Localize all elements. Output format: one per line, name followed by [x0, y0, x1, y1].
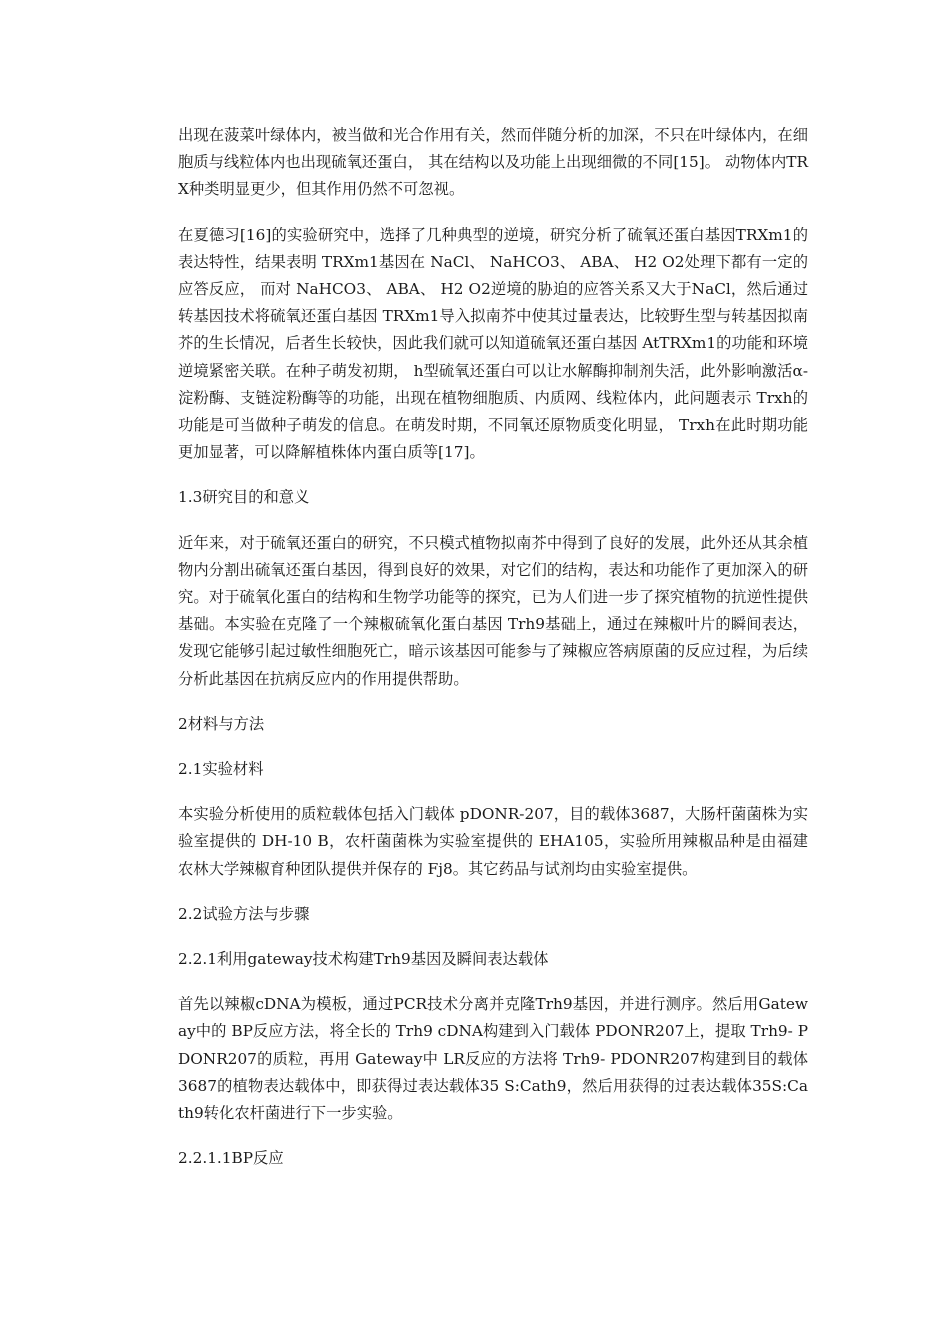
section-heading-2-1: 2.1实验材料: [178, 760, 264, 779]
section-heading-2-2: 2.2试验方法与步骤: [178, 904, 310, 923]
section-heading-1-3: 1.3研究目的和意义: [178, 488, 310, 507]
document-page: [178, 122, 808, 1191]
section-heading-2-2-1: 2.2.1利用gateway技术构建Trh9基因及瞬间表达载体: [178, 950, 549, 969]
paragraph-trxm1-study: 在夏德习[16]的实验研究中，选择了几种典型的逆境，研究分析了硫氧还蛋白基因TRXm1的表达特性，结果表明 TRXm1基因在 NaCl、 NaHCO3、 ABA、 H2 O2处理下都有一定的应答反应， 而对 NaHCO3、 ABA、 H2 O2逆境的胁迫的应答关系又大于NaCl，然后通过转基因技术将硫氧还蛋白基因 TRXm1导入拟南芥中使其过量表达，比较野生型与转基因拟南芥的生长情况，后者生长较快，因此我们就可以知道硫氧还蛋白基因 AtTRXm1的功能和环境逆境紧密关联。在种子萌发初期， h型硫氧还蛋白可以让水解酶抑制剂失活，此外影响激活α-淀粉酶、支链淀粉酶等的功能，出现在植物细胞质、内质网、线粒体内，此问题表示 Trxh的功能是可当做种子萌发的信息。在萌发时期，不同氧还原物质变化明显， Trxh在此时期功能更加显著，可以降解植株体内蛋白质等[17]。: [178, 225, 808, 462]
paragraph-chloroplast-trx: 出现在菠菜叶绿体内，被当做和光合作用有关，然而伴随分析的加深，不只在叶绿体内，在细胞质与线粒体内也出现硫氧还蛋白， 其在结构以及功能上出现细微的不同[15]。 动物体内TRX种类明显更少，但其作用仍然不可忽视。: [178, 126, 808, 199]
paragraph-purpose: 近年来，对于硫氧还蛋白的研究，不只模式植物拟南芥中得到了良好的发展，此外还从其余植物内分割出硫氧还蛋白基因，得到良好的效果，对它们的结构，表达和功能作了更加深入的研究。对于硫氧化蛋白的结构和生物学功能等的探究，已为人们进一步了探究植物的抗逆性提供基础。本实验在克隆了一个辣椒硫氧化蛋白基因 Trh9基础上，通过在辣椒叶片的瞬间表达，发现它能够引起过敏性细胞死亡，暗示该基因可能参与了辣椒应答病原菌的反应过程，为后续分析此基因在抗病反应内的作用提供帮助。: [178, 533, 808, 688]
paragraph-materials: 本实验分析使用的质粒载体包括入门载体 pDONR-207，目的载体3687，大肠杆菌菌株为实验室提供的 DH-10 B，农杆菌菌株为实验室提供的 EHA105，实验所用辣椒品种是由福建农林大学辣椒育种团队提供并保存的 Fj8。其它药品与试剂均由实验室提供。: [178, 805, 808, 878]
section-heading-2: 2材料与方法: [178, 714, 265, 733]
section-heading-2-2-1-1: 2.2.1.1BP反应: [178, 1149, 284, 1168]
paragraph-methods: 首先以辣椒cDNA为模板，通过PCR技术分离并克隆Trh9基因，并进行测序。然后用Gateway中的 BP反应方法，将全长的 Trh9 cDNA构建到入门载体 PDONR207上，提取 Trh9- PDONR207的质粒，再用 Gateway中 LR反应的方法将 Trh9- PDONR207构建到目的载体3687的植物表达载体中，即获得过表达载体35 S:Cath9，然后用获得的过表达载体35S:Cath9转化农杆菌进行下一步实验。: [178, 995, 808, 1123]
